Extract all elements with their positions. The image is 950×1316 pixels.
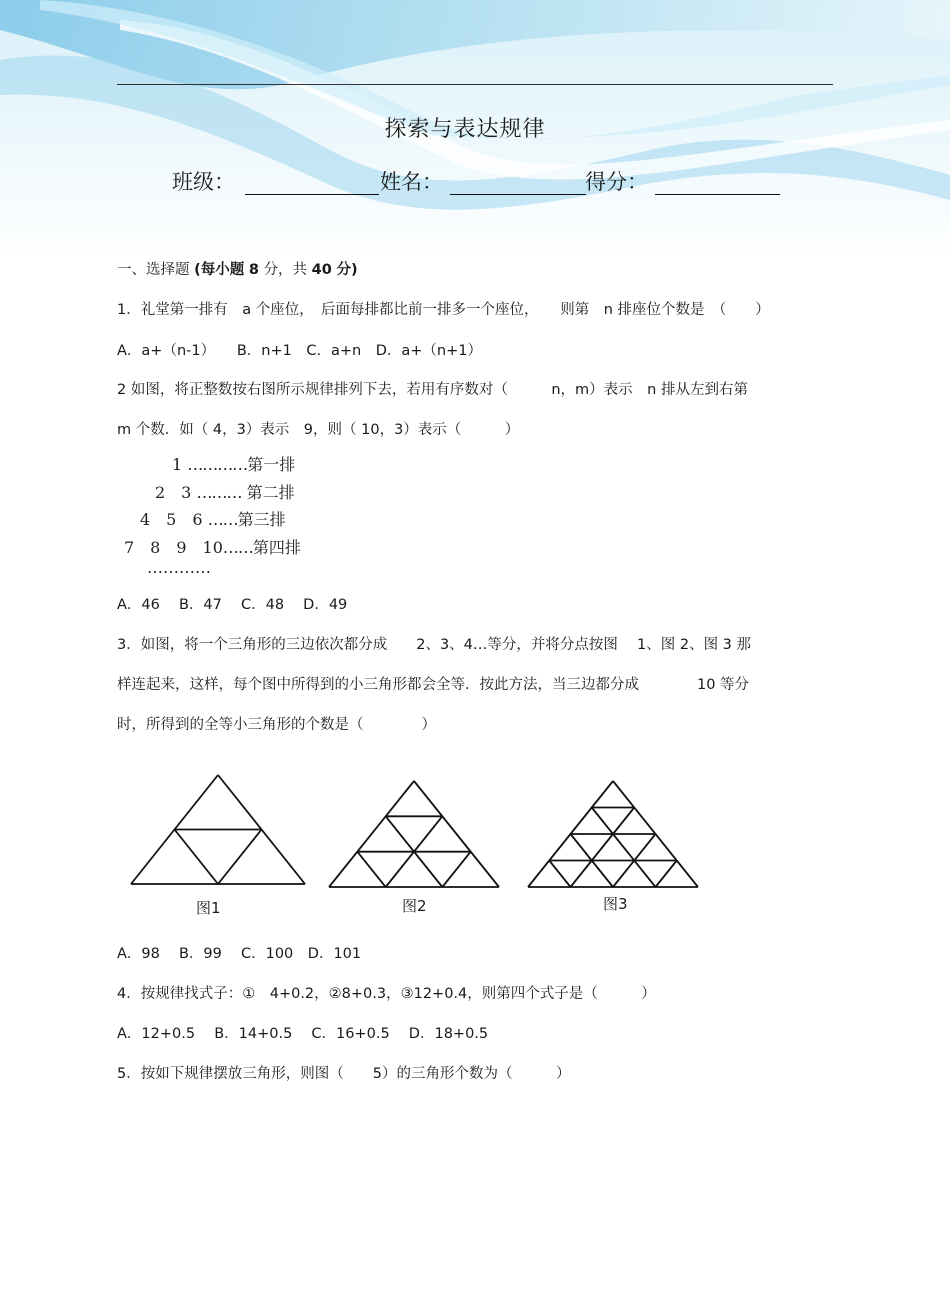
triangle-figure-2 <box>326 778 502 890</box>
section-heading-total: 40 <box>311 262 332 278</box>
pyramid-row-3 <box>140 507 286 530</box>
pyramid-row-2-label: 第二排 <box>246 483 295 502</box>
triangle-segment <box>656 861 677 888</box>
q1-options: A．a+（n-1） B．n+1 C．a+n D．a+（n+1） <box>117 343 482 359</box>
pyramid-row-1-dots: ………… <box>187 455 248 474</box>
pyramid-row-4 <box>124 535 301 558</box>
section-heading-prefix: 一、选择题 <box>117 262 190 278</box>
figure-1-caption: 图1 <box>196 899 221 917</box>
q2-stem-line2: m 个数．如（ 4，3）表示 9，则（ 10，3）表示（ ） <box>117 422 520 438</box>
pyramid-row-2-nums: 2 3 <box>155 483 192 502</box>
page-title: 探索与表达规律 <box>384 117 546 142</box>
q3-stem-line2: 样连起来，这样，每个图中所得到的小三角形都会全等．按此方法，当三边都分成 10 等分 <box>117 677 750 693</box>
q2-stem-line1: 2 如图，将正整数按右图所示规律排列下去，若用有序数对（ n，m）表示 n 排从左到右第 <box>117 382 748 398</box>
triangle-figure-1 <box>128 772 308 887</box>
q5-stem: 5．按如下规律摆放三角形，则图（ 5）的三角形个数为（ ） <box>117 1066 571 1082</box>
pyramid-row-4-dots: …… <box>222 538 253 557</box>
pyramid-row-1-nums: 1 <box>172 455 183 474</box>
pyramid-row-1-label: 第一排 <box>247 455 296 474</box>
figure-3-caption: 图3 <box>603 895 628 913</box>
section-heading-points: 8 <box>248 262 259 278</box>
q3-options: A．98 B．99 C．100 D．101 <box>117 946 362 962</box>
q4-stem: 4．按规律找式子：① 4+0.2，②8+0.3，③12+0.4，则第四个式子是（ ） <box>117 986 656 1002</box>
q2-options: A．46 B．47 C．48 D．49 <box>117 597 348 613</box>
triangle-segment <box>414 781 499 887</box>
section-heading-mid: 分，共 <box>263 262 308 278</box>
pyramid-row-1 <box>172 452 295 475</box>
pyramid-tail-dots: ………… <box>147 558 211 577</box>
triangle-segment <box>357 852 385 887</box>
q3-stem-line3: 时，所得到的全等小三角形的个数是（ ） <box>117 717 436 733</box>
header-rule <box>117 84 833 85</box>
triangle-segment <box>442 852 470 887</box>
pyramid-row-3-nums: 4 5 6 <box>140 510 203 529</box>
score-label: 得分： <box>585 170 648 194</box>
section-heading-paren: (每小题 <box>194 262 245 278</box>
triangle-figure-3 <box>525 778 701 890</box>
section-heading-end: 分) <box>336 262 358 278</box>
q4-options: A．12+0.5 B．14+0.5 C．16+0.5 D．18+0.5 <box>117 1026 489 1042</box>
triangle-segment <box>329 781 414 887</box>
name-blank[interactable] <box>450 170 586 195</box>
name-label: 姓名： <box>380 170 443 194</box>
pyramid-row-2-dots: ……… <box>196 483 242 502</box>
figure-2-caption: 图2 <box>402 897 427 915</box>
pyramid-row-3-label: 第三排 <box>237 510 286 529</box>
pyramid-row-4-nums: 7 8 9 10 <box>124 538 223 557</box>
triangle-segment <box>549 861 570 888</box>
triangle-segment <box>175 830 219 885</box>
section-heading <box>117 258 358 279</box>
score-blank[interactable] <box>655 170 780 195</box>
class-blank[interactable] <box>245 170 379 195</box>
pyramid-row-3-dots: …… <box>207 510 238 529</box>
pyramid-row-2 <box>155 480 295 503</box>
q3-stem-line1: 3．如图，将一个三角形的三边依次都分成 2、3、4…等分，并将分点按图 1、图 2、图 3 那 <box>117 637 752 653</box>
triangle-segment <box>218 830 262 885</box>
class-label: 班级： <box>172 170 235 194</box>
pyramid-row-4-label: 第四排 <box>252 538 301 557</box>
q1-stem: 1．礼堂第一排有 a 个座位， 后面每排都比前一排多一个座位， 则第 n 排座位个数是 （ ） <box>117 302 770 318</box>
